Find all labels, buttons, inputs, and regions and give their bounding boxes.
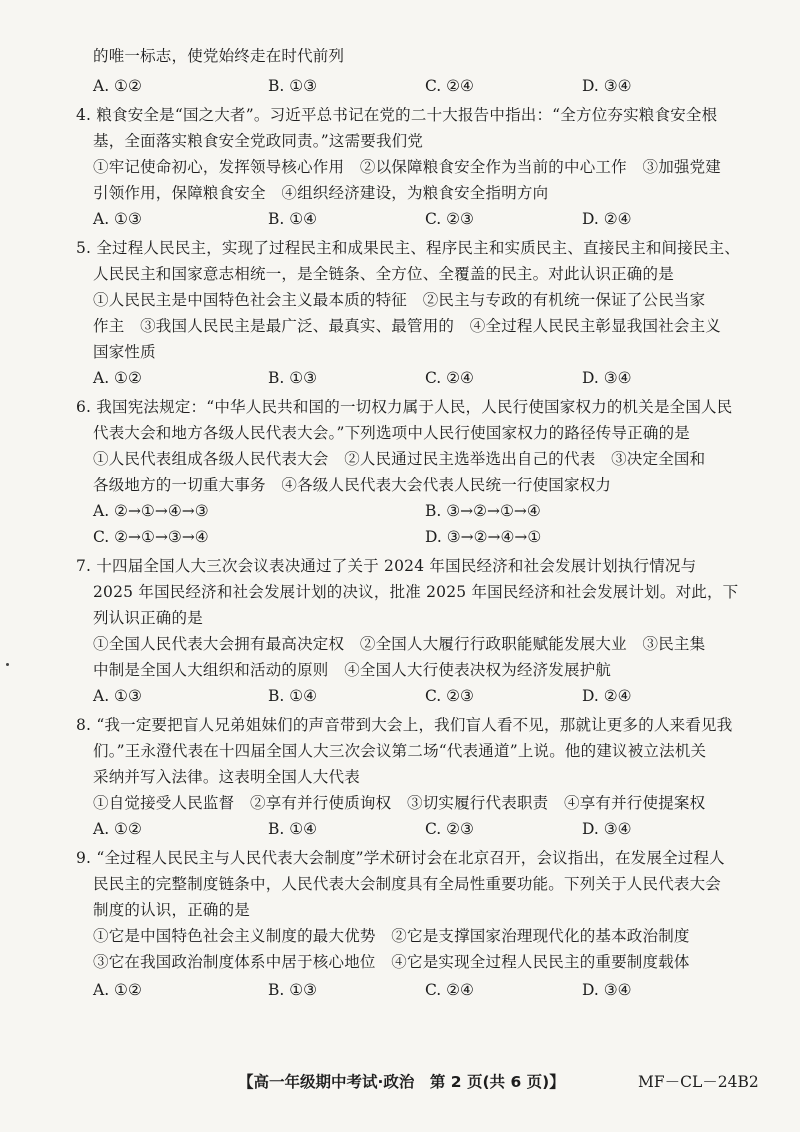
- q7-option-b: B. ①④: [268, 687, 318, 705]
- q6-statements-line-1: ①人民代表组成各级人民代表大会 ②人民通过民主选举选出自己的代表 ③决定全国和: [93, 450, 706, 468]
- q5-statements-line-2: 作主 ③我国人民民主是最广泛、最真实、最管用的 ④全过程人民民主彰显我国社会主义: [93, 317, 722, 335]
- q8-stem-line-2: 们。”王永澄代表在十四届全国人大三次会议第二场“代表通道”上说。他的建议被立法机关: [93, 742, 707, 760]
- q7-option-c: C. ②③: [425, 687, 474, 705]
- paper-code: MF－CL－24B2: [638, 1073, 759, 1091]
- q4-statements-line-2: 引领作用，保障粮食安全 ④组织经济建设，为粮食安全指明方向: [93, 184, 549, 202]
- q4-option-d: D. ②④: [582, 210, 632, 228]
- q3-option-a: A. ①②: [93, 77, 142, 95]
- q6-stem-line-2: 代表大会和地方各级人民代表大会。”下列选项中人民行使国家权力的路径传导正确的是: [93, 424, 690, 442]
- q3-option-d: D. ③④: [582, 77, 632, 95]
- q5-option-d: D. ③④: [582, 369, 632, 387]
- q4-option-a: A. ①③: [93, 210, 142, 228]
- q8-option-d: D. ③④: [582, 820, 632, 838]
- q4-option-c: C. ②③: [425, 210, 474, 228]
- q6-statements-line-2: 各级地方的一切重大事务 ④各级人民代表大会代表人民统一行使国家权力: [93, 476, 612, 494]
- q6-stem-line-1: 6. 我国宪法规定：“中华人民共和国的一切权力属于人民，人民行使国家权力的机关是全国人民: [76, 398, 733, 416]
- q9-statements-line-1: ①它是中国特色社会主义制度的最大优势 ②它是支撑国家治理现代化的基本政治制度: [93, 927, 690, 945]
- q7-stem-line-1: 7. 十四届全国人大三次会议表决通过了关于 2024 年国民经济和社会发展计划执行情况与: [76, 557, 697, 575]
- q6-option-c: C. ②→①→③→④: [93, 528, 209, 546]
- stray-mark: [6, 663, 9, 666]
- q5-statements-line-1: ①人民民主是中国特色社会主义最本质的特征 ②民主与专政的有机统一保证了公民当家: [93, 291, 706, 309]
- q3-option-b: B. ①③: [268, 77, 318, 95]
- q9-stem-line-2: 民民主的完整制度链条中，人民代表大会制度具有全局性重要功能。下列关于人民代表大会: [93, 875, 722, 893]
- q8-stem-line-3: 采纳并写入法律。这表明全国人大代表: [93, 768, 360, 786]
- q6-option-a: A. ②→①→④→③: [93, 502, 209, 520]
- q5-statements-line-3: 国家性质: [93, 343, 156, 361]
- q8-statements-line-1: ①自觉接受人民监督 ②享有并行使质询权 ③切实履行代表职责 ④享有并行使提案权: [93, 794, 706, 812]
- q5-option-b: B. ①③: [268, 369, 318, 387]
- q8-option-b: B. ①④: [268, 820, 318, 838]
- q7-stem-line-2: 2025 年国民经济和社会发展计划的决议，批准 2025 年国民经济和社会发展计划。对此，下: [93, 583, 739, 601]
- q8-option-a: A. ①②: [93, 820, 142, 838]
- q5-option-c: C. ②④: [425, 369, 474, 387]
- q6-option-b: B. ③→②→①→④: [425, 502, 541, 520]
- q8-stem-line-1: 8. “我一定要把盲人兄弟姐妹们的声音带到大会上，我们盲人看不见，那就让更多的人来看见我: [76, 716, 733, 734]
- q9-option-d: D. ③④: [582, 981, 632, 999]
- q5-option-a: A. ①②: [93, 369, 142, 387]
- q6-option-d: D. ③→②→④→①: [425, 528, 542, 546]
- q9-stem-line-3: 制度的认识，正确的是: [93, 901, 251, 919]
- q9-option-a: A. ①②: [93, 981, 142, 999]
- q9-option-b: B. ①③: [268, 981, 318, 999]
- q5-stem-line-2: 人民民主和国家意志相统一，是全链条、全方位、全覆盖的民主。对此认识正确的是: [93, 265, 674, 283]
- q7-statements-line-1: ①全国人民代表大会拥有最高决定权 ②全国人大履行行政职能赋能发展大业 ③民主集: [93, 635, 706, 653]
- q3-continuation: 的唯一标志，使党始终走在时代前列: [93, 47, 345, 65]
- q4-stem-line-2: 基，全面落实粮食安全党政同责。”这需要我们党: [93, 132, 424, 150]
- q9-stem-line-1: 9. “全过程人民民主与人民代表大会制度”学术研讨会在北京召开，会议指出，在发展全过程人: [76, 849, 725, 867]
- q4-option-b: B. ①④: [268, 210, 318, 228]
- q7-option-a: A. ①③: [93, 687, 142, 705]
- q9-option-c: C. ②④: [425, 981, 474, 999]
- q5-stem-line-1: 5. 全过程人民民主，实现了过程民主和成果民主、程序民主和实质民主、直接民主和间接民主、: [76, 239, 741, 257]
- q4-statements-line-1: ①牢记使命初心，发挥领导核心作用 ②以保障粮食安全作为当前的中心工作 ③加强党建: [93, 158, 722, 176]
- q7-statements-line-2: 中制是全国人大组织和活动的原则 ④全国人大行使表决权为经济发展护航: [93, 661, 612, 679]
- q4-stem-line-1: 4. 粮食安全是“国之大者”。习近平总书记在党的二十大报告中指出：“全方位夯实粮食安全根: [76, 106, 718, 124]
- q7-option-d: D. ②④: [582, 687, 632, 705]
- q9-statements-line-2: ③它在我国政治制度体系中居于核心地位 ④它是实现全过程人民民主的重要制度载体: [93, 953, 690, 971]
- q7-stem-line-3: 列认识正确的是: [93, 609, 203, 627]
- q3-option-c: C. ②④: [425, 77, 474, 95]
- page-footer: 【高一年级期中考试·政治 第 2 页(共 6 页)】: [238, 1073, 565, 1091]
- q8-option-c: C. ②③: [425, 820, 474, 838]
